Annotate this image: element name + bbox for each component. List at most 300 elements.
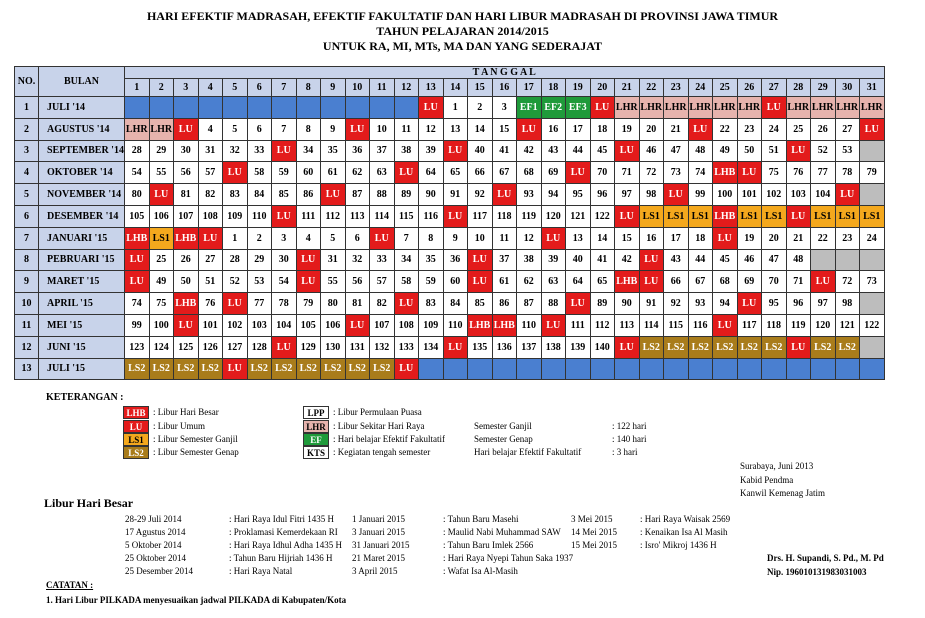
day-cell: 20 <box>639 118 665 141</box>
day-cell: LU <box>369 227 395 250</box>
day-cell: EF3 <box>565 96 591 119</box>
day-cell: LHB <box>467 314 493 337</box>
day-cell: 106 <box>149 205 175 228</box>
day-cell: 55 <box>149 161 175 184</box>
stat-label: Semester Genap <box>474 434 533 444</box>
day-cell: LU <box>712 227 738 250</box>
day-cell: 96 <box>786 292 812 315</box>
holiday-date: 3 April 2015 <box>352 566 398 576</box>
day-cell: 133 <box>394 336 420 359</box>
day-cell: LHB <box>712 205 738 228</box>
day-cell <box>345 96 371 119</box>
holiday-date: 14 Mei 2015 <box>571 527 617 537</box>
day-cell: 14 <box>467 118 493 141</box>
day-cell <box>467 358 493 381</box>
day-cell: 61 <box>320 161 346 184</box>
day-cell: 6 <box>247 118 273 141</box>
legend-code-box: EF <box>303 433 329 446</box>
legend-code-box: LS2 <box>123 446 149 459</box>
day-cell: 98 <box>639 183 665 206</box>
header-day: 31 <box>859 78 885 97</box>
row-number: 7 <box>14 227 39 250</box>
holiday-date: 28-29 Juli 2014 <box>125 514 182 524</box>
day-cell: LS1 <box>663 205 689 228</box>
day-cell: LHR <box>786 96 812 119</box>
day-cell: 34 <box>394 249 420 272</box>
day-cell <box>688 358 714 381</box>
day-cell <box>124 96 150 119</box>
day-cell: 128 <box>247 336 273 359</box>
calendar-table <box>14 66 905 380</box>
holiday-name: : Hari Raya Waisak 2569 <box>640 514 731 524</box>
day-cell: LU <box>541 314 567 337</box>
day-cell: 41 <box>492 140 518 163</box>
day-cell: LU <box>516 118 542 141</box>
day-cell <box>859 292 885 315</box>
day-cell <box>271 96 297 119</box>
day-cell: LU <box>467 249 493 272</box>
signature-name: Drs. H. Supandi, S. Pd., M. Pd <box>767 553 884 563</box>
day-cell: LU <box>296 270 322 293</box>
legend-title: KETERANGAN : <box>46 392 124 403</box>
day-cell: 94 <box>541 183 567 206</box>
day-cell: 52 <box>222 270 248 293</box>
day-cell: 58 <box>247 161 273 184</box>
day-cell: 23 <box>835 227 861 250</box>
day-cell: 113 <box>345 205 371 228</box>
day-cell: 119 <box>516 205 542 228</box>
day-cell: 119 <box>786 314 812 337</box>
month-name: APRIL '15 <box>38 292 125 315</box>
day-cell <box>859 358 885 381</box>
day-cell: LU <box>614 205 640 228</box>
header-day: 22 <box>639 78 665 97</box>
day-cell: 63 <box>541 270 567 293</box>
signature-place-date: Surabaya, Juni 2013 <box>740 461 814 471</box>
day-cell: 70 <box>590 161 616 184</box>
day-cell: 54 <box>271 270 297 293</box>
stat-value: : 3 hari <box>612 447 638 457</box>
month-name: SEPTEMBER '14 <box>38 140 125 163</box>
day-cell <box>443 358 469 381</box>
day-cell: 124 <box>149 336 175 359</box>
day-cell: 101 <box>737 183 763 206</box>
day-cell: 112 <box>320 205 346 228</box>
day-cell: 40 <box>565 249 591 272</box>
holiday-date: 15 Mei 2015 <box>571 540 617 550</box>
signature-role2: Kanwil Kemenag Jatim <box>740 488 825 498</box>
day-cell: 9 <box>443 227 469 250</box>
day-cell: 57 <box>369 270 395 293</box>
day-cell: EF2 <box>541 96 567 119</box>
holiday-date: 1 Januari 2015 <box>352 514 405 524</box>
day-cell: 25 <box>786 118 812 141</box>
day-cell: LU <box>810 270 836 293</box>
day-cell: 96 <box>590 183 616 206</box>
day-cell: 49 <box>149 270 175 293</box>
day-cell: 10 <box>467 227 493 250</box>
day-cell: 107 <box>369 314 395 337</box>
legend-label: : Libur Semester Genap <box>153 447 239 457</box>
legend-label: : Libur Hari Besar <box>153 407 219 417</box>
day-cell: LS2 <box>688 336 714 359</box>
month-name: MEI '15 <box>38 314 125 337</box>
day-cell: 53 <box>835 140 861 163</box>
day-cell: 101 <box>198 314 224 337</box>
header-day: 4 <box>198 78 224 97</box>
day-cell: 55 <box>320 270 346 293</box>
day-cell: 68 <box>712 270 738 293</box>
day-cell: 18 <box>590 118 616 141</box>
day-cell: 44 <box>688 249 714 272</box>
row-number: 13 <box>14 358 39 381</box>
header-no: NO. <box>14 66 39 97</box>
day-cell: 35 <box>418 249 444 272</box>
day-cell: 29 <box>149 140 175 163</box>
day-cell: 40 <box>467 140 493 163</box>
day-cell: 39 <box>418 140 444 163</box>
header-day: 19 <box>565 78 591 97</box>
day-cell: 56 <box>173 161 199 184</box>
day-cell: LHB <box>492 314 518 337</box>
day-cell: 140 <box>590 336 616 359</box>
day-cell: 80 <box>320 292 346 315</box>
day-cell: LU <box>835 183 861 206</box>
day-cell: 90 <box>418 183 444 206</box>
day-cell: 77 <box>810 161 836 184</box>
day-cell: LU <box>859 118 885 141</box>
day-cell: 107 <box>173 205 199 228</box>
day-cell: 104 <box>271 314 297 337</box>
day-cell: 1 <box>443 96 469 119</box>
day-cell: 92 <box>467 183 493 206</box>
day-cell: LS2 <box>173 358 199 381</box>
day-cell: 116 <box>418 205 444 228</box>
day-cell <box>810 249 836 272</box>
day-cell: 66 <box>467 161 493 184</box>
day-cell: 30 <box>271 249 297 272</box>
day-cell: 114 <box>369 205 395 228</box>
header-day: 17 <box>516 78 542 97</box>
header-day: 8 <box>296 78 322 97</box>
day-cell: LS1 <box>149 227 175 250</box>
day-cell: 20 <box>761 227 787 250</box>
day-cell: LU <box>394 358 420 381</box>
day-cell: 17 <box>663 227 689 250</box>
header-day: 3 <box>173 78 199 97</box>
day-cell: 111 <box>565 314 591 337</box>
day-cell: 26 <box>810 118 836 141</box>
day-cell <box>296 96 322 119</box>
legend-label: : Kegiatan tengah semester <box>333 447 431 457</box>
day-cell: 2 <box>247 227 273 250</box>
day-cell: 37 <box>369 140 395 163</box>
day-cell: 118 <box>761 314 787 337</box>
day-cell: 110 <box>443 314 469 337</box>
day-cell: 103 <box>786 183 812 206</box>
day-cell: 80 <box>124 183 150 206</box>
month-name: NOVEMBER '14 <box>38 183 125 206</box>
day-cell <box>859 336 885 359</box>
day-cell: 104 <box>810 183 836 206</box>
day-cell: 76 <box>786 161 812 184</box>
day-cell: 73 <box>663 161 689 184</box>
holiday-name: : Kenaikan Isa Al Masih <box>640 527 728 537</box>
day-cell: 43 <box>541 140 567 163</box>
day-cell: 50 <box>173 270 199 293</box>
day-cell: 63 <box>369 161 395 184</box>
day-cell: 82 <box>369 292 395 315</box>
day-cell: 102 <box>761 183 787 206</box>
day-cell: 67 <box>688 270 714 293</box>
day-cell: LHR <box>124 118 150 141</box>
day-cell: LS2 <box>271 358 297 381</box>
day-cell: 22 <box>810 227 836 250</box>
day-cell: 59 <box>418 270 444 293</box>
holiday-name: : Wafat Isa Al-Masih <box>443 566 518 576</box>
day-cell <box>614 358 640 381</box>
day-cell: 22 <box>712 118 738 141</box>
header-day: 29 <box>810 78 836 97</box>
day-cell: LU <box>222 161 248 184</box>
header-day: 30 <box>835 78 861 97</box>
day-cell: 58 <box>394 270 420 293</box>
day-cell: 110 <box>247 205 273 228</box>
day-cell: 59 <box>271 161 297 184</box>
header-day: 27 <box>761 78 787 97</box>
day-cell: 24 <box>859 227 885 250</box>
day-cell: 97 <box>614 183 640 206</box>
day-cell: 60 <box>296 161 322 184</box>
day-cell: 12 <box>516 227 542 250</box>
day-cell: 100 <box>149 314 175 337</box>
day-cell: 16 <box>541 118 567 141</box>
day-cell: 15 <box>614 227 640 250</box>
day-cell: LS2 <box>198 358 224 381</box>
day-cell: 86 <box>296 183 322 206</box>
day-cell: 64 <box>565 270 591 293</box>
day-cell: 12 <box>418 118 444 141</box>
day-cell: 17 <box>565 118 591 141</box>
month-name: JANUARI '15 <box>38 227 125 250</box>
day-cell: 75 <box>149 292 175 315</box>
day-cell: 102 <box>222 314 248 337</box>
day-cell: 108 <box>394 314 420 337</box>
day-cell: LS2 <box>663 336 689 359</box>
day-cell: 79 <box>859 161 885 184</box>
day-cell: 10 <box>369 118 395 141</box>
day-cell: 13 <box>565 227 591 250</box>
day-cell: LU <box>492 183 518 206</box>
day-cell: 99 <box>124 314 150 337</box>
day-cell: 46 <box>639 140 665 163</box>
day-cell: 61 <box>492 270 518 293</box>
day-cell: LU <box>124 249 150 272</box>
holiday-name: : Hari Raya Idhul Adha 1435 H <box>229 540 342 550</box>
day-cell: 50 <box>737 140 763 163</box>
day-cell: LU <box>786 205 812 228</box>
holiday-date: 5 Oktober 2014 <box>125 540 182 550</box>
day-cell: 81 <box>173 183 199 206</box>
day-cell: 87 <box>516 292 542 315</box>
day-cell: 99 <box>688 183 714 206</box>
day-cell: 93 <box>516 183 542 206</box>
holiday-date: 31 Januari 2015 <box>352 540 410 550</box>
day-cell: 33 <box>369 249 395 272</box>
day-cell: LHR <box>810 96 836 119</box>
day-cell: LU <box>614 336 640 359</box>
day-cell: 106 <box>320 314 346 337</box>
day-cell: 25 <box>149 249 175 272</box>
day-cell: 109 <box>418 314 444 337</box>
day-cell: LU <box>394 161 420 184</box>
day-cell: 132 <box>369 336 395 359</box>
day-cell: 83 <box>222 183 248 206</box>
header-day: 14 <box>443 78 469 97</box>
row-number: 2 <box>14 118 39 141</box>
day-cell: 135 <box>467 336 493 359</box>
day-cell: 118 <box>492 205 518 228</box>
holiday-name: : Tahun Baru Imlek 2566 <box>443 540 534 550</box>
header-day: 20 <box>590 78 616 97</box>
day-cell <box>859 249 885 272</box>
day-cell: 81 <box>345 292 371 315</box>
day-cell: 97 <box>810 292 836 315</box>
day-cell: 71 <box>614 161 640 184</box>
day-cell: LU <box>320 183 346 206</box>
day-cell: 92 <box>663 292 689 315</box>
day-cell: 38 <box>516 249 542 272</box>
day-cell: 28 <box>124 140 150 163</box>
day-cell: 23 <box>737 118 763 141</box>
day-cell: 98 <box>835 292 861 315</box>
header-tanggal: T A N G G A L <box>124 66 885 79</box>
day-cell: 94 <box>712 292 738 315</box>
day-cell: LU <box>565 161 591 184</box>
day-cell: LS1 <box>688 205 714 228</box>
holiday-name: : Tahun Baru Hijriah 1436 H <box>229 553 333 563</box>
day-cell: 131 <box>345 336 371 359</box>
stat-value: : 122 hari <box>612 421 647 431</box>
day-cell: 47 <box>663 140 689 163</box>
legend-label: : Libur Permulaan Puasa <box>333 407 422 417</box>
day-cell: 88 <box>369 183 395 206</box>
day-cell: LHB <box>173 227 199 250</box>
day-cell: LU <box>271 336 297 359</box>
day-cell: 7 <box>271 118 297 141</box>
day-cell: LU <box>639 270 665 293</box>
day-cell: 45 <box>590 140 616 163</box>
day-cell: LHR <box>859 96 885 119</box>
day-cell: 62 <box>345 161 371 184</box>
day-cell: 139 <box>565 336 591 359</box>
stat-label: Semester Ganjil <box>474 421 532 431</box>
day-cell: 24 <box>761 118 787 141</box>
month-name: JULI '14 <box>38 96 125 119</box>
day-cell: 126 <box>198 336 224 359</box>
day-cell: 30 <box>173 140 199 163</box>
day-cell: LS2 <box>810 336 836 359</box>
day-cell: 86 <box>492 292 518 315</box>
signature-role1: Kabid Pendma <box>740 475 794 485</box>
day-cell: 6 <box>345 227 371 250</box>
day-cell: LU <box>418 96 444 119</box>
day-cell: LU <box>222 358 248 381</box>
day-cell <box>320 96 346 119</box>
signature-nip: Nip. 196010131983031003 <box>767 567 867 577</box>
header-day: 25 <box>712 78 738 97</box>
day-cell: LS2 <box>712 336 738 359</box>
day-cell: 115 <box>663 314 689 337</box>
day-cell: LHB <box>124 227 150 250</box>
day-cell: 3 <box>271 227 297 250</box>
day-cell: 78 <box>835 161 861 184</box>
header-day: 11 <box>369 78 395 97</box>
day-cell: LU <box>394 292 420 315</box>
day-cell: 122 <box>590 205 616 228</box>
day-cell <box>418 358 444 381</box>
doc-title-line1: HARI EFEKTIF MADRASAH, EFEKTIF FAKULTATIF DAN HARI LIBUR MADRASAH DI PROVINSI JAWA TIMUR <box>146 9 779 23</box>
day-cell: LHR <box>663 96 689 119</box>
holiday-date: 3 Januari 2015 <box>352 527 405 537</box>
day-cell: LU <box>271 205 297 228</box>
day-cell: LS2 <box>296 358 322 381</box>
day-cell <box>541 358 567 381</box>
legend-code-box: LPP <box>303 406 329 419</box>
day-cell: 57 <box>198 161 224 184</box>
day-cell: LU <box>737 292 763 315</box>
day-cell <box>859 140 885 163</box>
day-cell: 79 <box>296 292 322 315</box>
day-cell <box>712 358 738 381</box>
day-cell: 137 <box>516 336 542 359</box>
day-cell: 16 <box>639 227 665 250</box>
day-cell: 2 <box>467 96 493 119</box>
day-cell: 113 <box>614 314 640 337</box>
notes-item1: 1. Hari Libur PILKADA menyesuaikan jadwal PILKADA di Kabupaten/Kota <box>46 595 347 605</box>
doc-title-line3: UNTUK RA, MI, MTs, MA DAN YANG SEDERAJAT <box>322 39 603 53</box>
day-cell: 123 <box>124 336 150 359</box>
day-cell: 105 <box>124 205 150 228</box>
header-day: 2 <box>149 78 175 97</box>
day-cell: 110 <box>516 314 542 337</box>
day-cell: 42 <box>516 140 542 163</box>
day-cell <box>222 96 248 119</box>
header-day: 12 <box>394 78 420 97</box>
day-cell: 116 <box>688 314 714 337</box>
holiday-name: : Hari Raya Idul Fitri 1435 H <box>229 514 334 524</box>
row-number: 9 <box>14 270 39 293</box>
day-cell <box>835 249 861 272</box>
header-day: 18 <box>541 78 567 97</box>
day-cell: 72 <box>639 161 665 184</box>
day-cell: 114 <box>639 314 665 337</box>
day-cell: LU <box>639 249 665 272</box>
row-number: 6 <box>14 205 39 228</box>
day-cell: 76 <box>198 292 224 315</box>
day-cell: LHR <box>149 118 175 141</box>
day-cell <box>761 358 787 381</box>
header-bulan: BULAN <box>38 66 125 97</box>
holiday-name: : Tahun Baru Masehi <box>443 514 519 524</box>
day-cell: 60 <box>443 270 469 293</box>
legend-label: : Libur Umum <box>153 421 205 431</box>
month-name: DESEMBER '14 <box>38 205 125 228</box>
header-day: 9 <box>320 78 346 97</box>
day-cell: 85 <box>467 292 493 315</box>
day-cell: 84 <box>443 292 469 315</box>
day-cell: 120 <box>810 314 836 337</box>
